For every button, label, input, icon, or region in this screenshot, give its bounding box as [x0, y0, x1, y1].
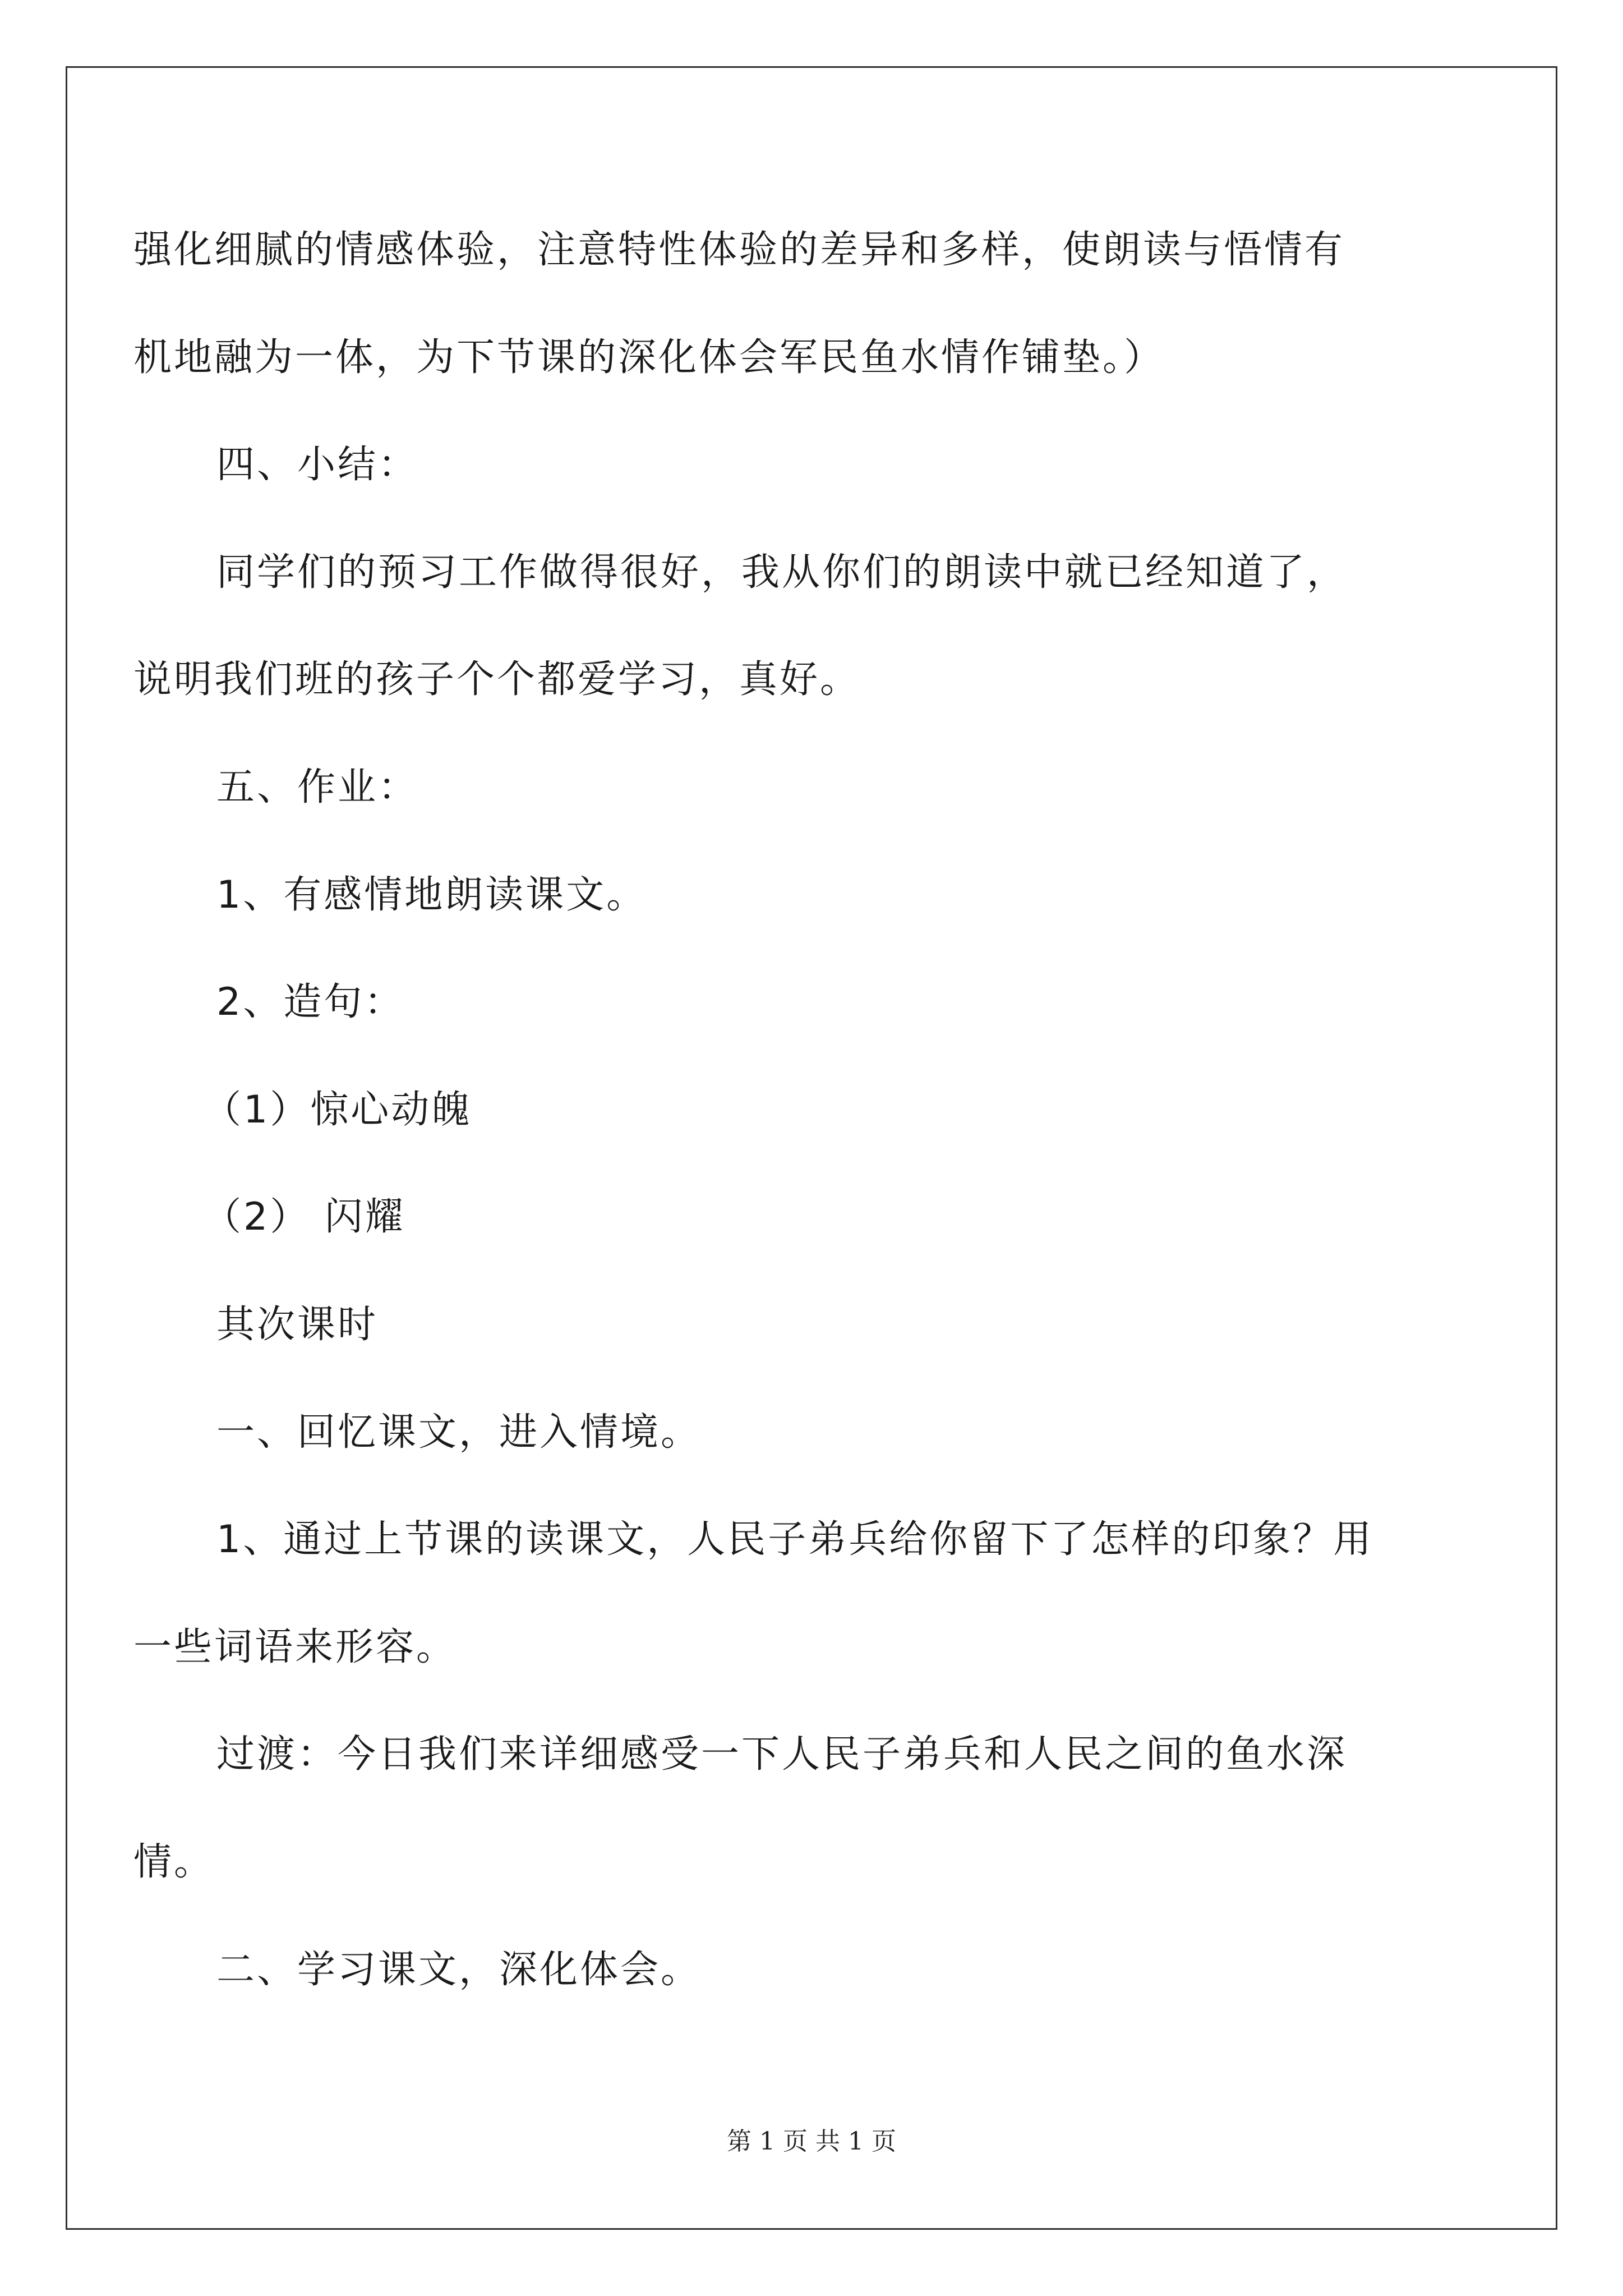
sub-list-item: （2） 闪耀 — [203, 1195, 405, 1239]
body-line: 情。 — [133, 1840, 215, 1884]
page-number: 第 1 页 共 1 页 — [727, 2127, 896, 2156]
page-border — [66, 66, 1557, 2230]
section-heading: 一、回忆课文，进入情境。 — [216, 1410, 702, 1455]
section-heading: 五、作业： — [216, 765, 419, 809]
body-line: 1、通过上节课的读课文，人民子弟兵给你留下了怎样的印象？用 — [216, 1517, 1374, 1562]
list-item: 1、有感情地朗读课文。 — [216, 873, 647, 917]
body-line: 同学们的预习工作做得很好，我从你们的朗读中就已经知道了， — [216, 550, 1348, 595]
section-heading: 四、小结： — [216, 443, 419, 487]
body-line: 机地融为一体，为下节课的深化体会军民鱼水情作铺垫。） — [133, 335, 1165, 380]
list-item: 2、造句： — [216, 980, 405, 1024]
body-line: 说明我们班的孩子个个都爱学习，真好。 — [133, 657, 861, 702]
section-heading: 其次课时 — [216, 1303, 379, 1347]
body-line: 强化细腻的情感体验，注意特性体验的差异和多样，使朗读与悟情有 — [133, 228, 1345, 272]
body-line: 一些词语来形容。 — [133, 1625, 457, 1669]
sub-list-item: （1）惊心动魄 — [203, 1088, 472, 1132]
body-line: 过渡：今日我们来详细感受一下人民子弟兵和人民之间的鱼水深 — [216, 1732, 1348, 1777]
section-heading: 二、学习课文，深化体会。 — [216, 1948, 702, 1992]
